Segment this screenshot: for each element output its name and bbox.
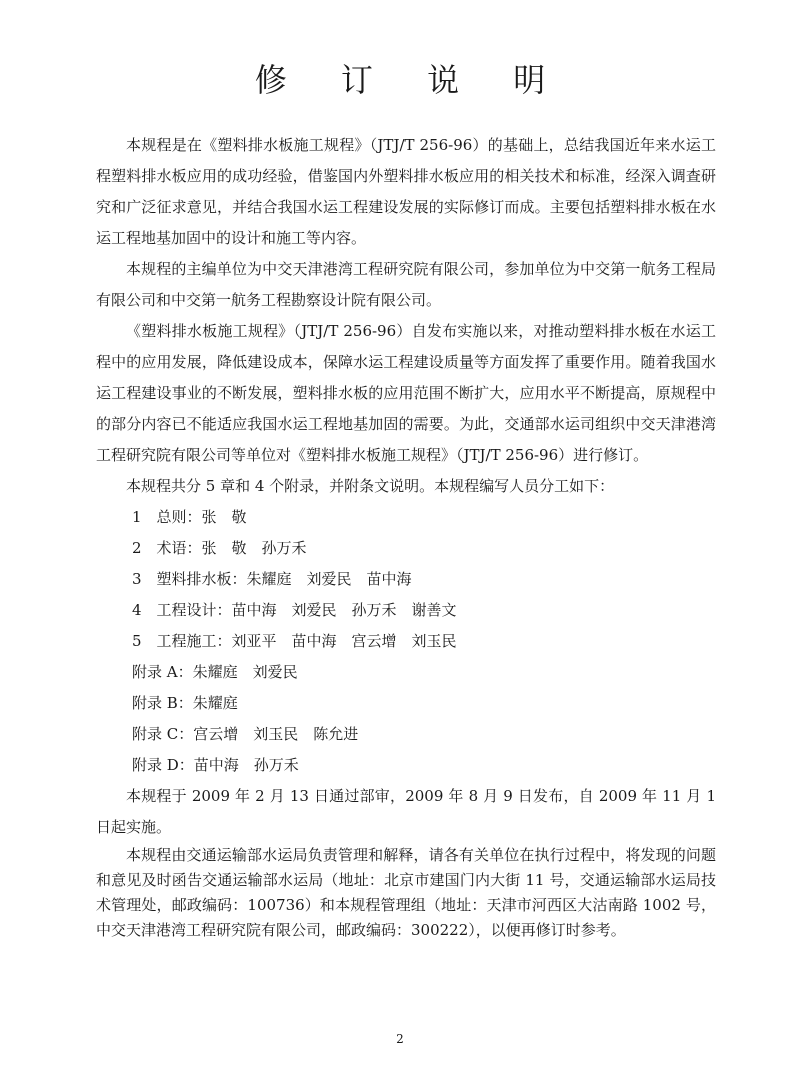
list-item: 2 术语：张 敬 孙万禾	[132, 539, 307, 557]
list-item: 附录 A：朱耀庭 刘爱民	[132, 663, 298, 681]
paragraph-editing-units: 本规程的主编单位为中交天津港湾工程研究院有限公司，参加单位为中交第一航务工程局有限公司和中交第一航务工程勘察设计院有限公司。	[96, 260, 716, 309]
body-text	[96, 130, 716, 943]
assignment-list	[96, 502, 716, 781]
paragraph-background: 本规程是在《塑料排水板施工规程》（JTJ/T 256-96）的基础上，总结我国近年来水运工程塑料排水板应用的成功经验，借鉴国内外塑料排水板应用的相关技术和标准，经深入调查研究和广泛征求意见，并结合我国水运工程建设发展的实际修订而成。主要包括塑料排水板在水运工程地基加固中的设计和施工等内容。	[96, 136, 716, 247]
list-item: 附录 C：宫云增 刘玉民 陈允进	[132, 725, 359, 743]
list-item: 1 总则：张 敬	[132, 508, 247, 526]
list-item: 3 塑料排水板：朱耀庭 刘爱民 苗中海	[132, 570, 412, 588]
list-item: 附录 D：苗中海 孙万禾	[132, 756, 299, 774]
list-item: 4 工程设计：苗中海 刘爱民 孙万禾 谢善文	[132, 601, 457, 619]
list-item: 附录 B：朱耀庭	[132, 694, 238, 712]
paragraph-revision-reason: 《塑料排水板施工规程》（JTJ/T 256-96）自发布实施以来，对推动塑料排水板在水运工程中的应用发展，降低建设成本，保障水运工程建设质量等方面发挥了重要作用。随着我国水运工程建设事业的不断发展，塑料排水板的应用范围不断扩大，应用水平不断提高，原规程中的部分内容已不能适应我国水运工程地基加固的需要。为此，交通部水运司组织中交天津港湾工程研究院有限公司等单位对《塑料排水板施工规程》（JTJ/T 256-96）进行修订。	[96, 322, 716, 464]
page-number: 2	[396, 1032, 404, 1046]
list-item: 5 工程施工：刘亚平 苗中海 宫云增 刘玉民	[132, 632, 457, 650]
page-title: 修 订 说 明	[254, 61, 568, 99]
paragraph-management: 本规程由交通运输部水运局负责管理和解释，请各有关单位在执行过程中，将发现的问题和意见及时函告交通运输部水运局（地址：北京市建国门内大街 11 号，交通运输部水运局技术管理处，邮政编码：100736）和本规程管理组（地址：天津市河西区大沽南路 1002 号，中交天津港湾工程研究院有限公司，邮政编码：300222），以便再修订时参考。	[96, 846, 716, 939]
paragraph-implementation-date: 本规程于 2009 年 2 月 13 日通过部审，2009 年 8 月 9 日发布，自 2009 年 11 月 1 日起实施。	[96, 787, 716, 836]
paragraph-structure: 本规程共分 5 章和 4 个附录，并附条文说明。本规程编写人员分工如下：	[126, 477, 615, 495]
